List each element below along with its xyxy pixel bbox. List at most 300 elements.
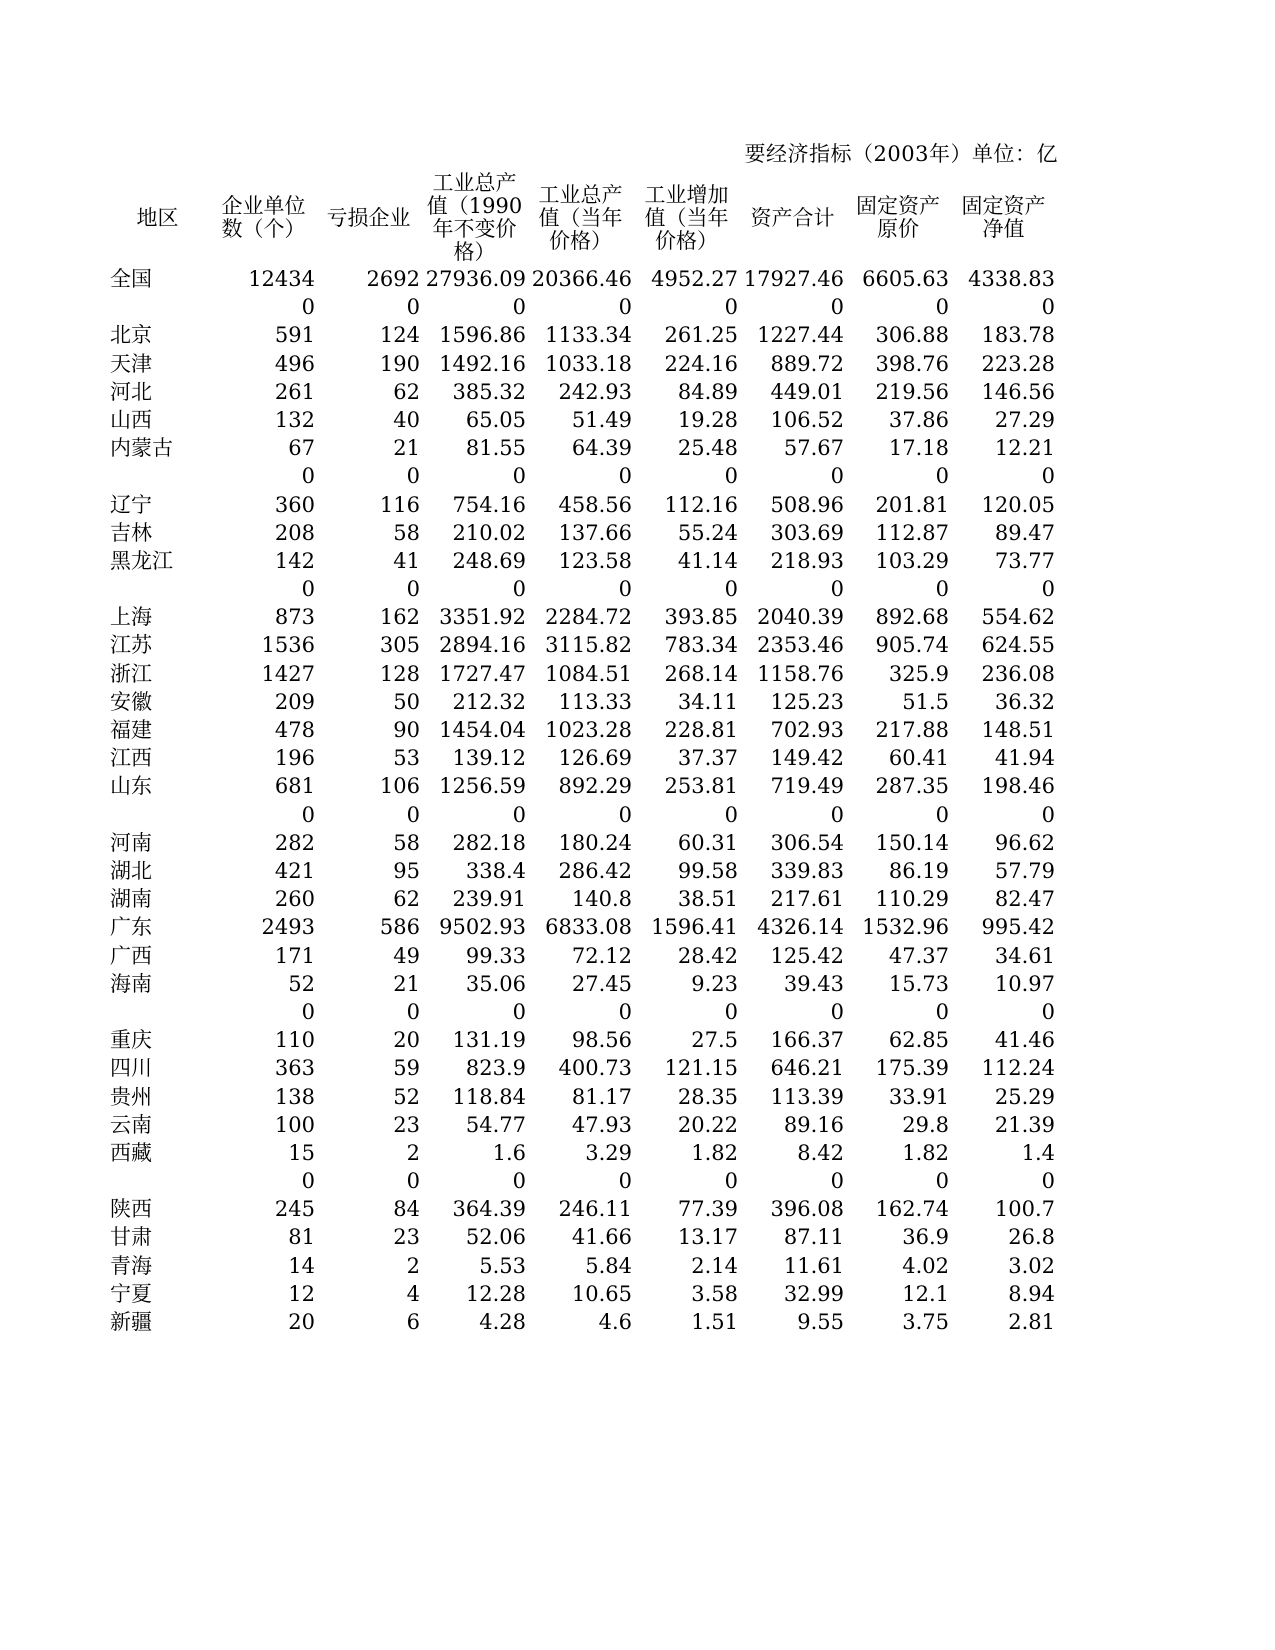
value-cell: 1033.18 bbox=[545, 351, 632, 376]
value-cell: 246.11 bbox=[558, 1197, 632, 1222]
value-cell: 21 bbox=[393, 971, 420, 996]
region-cell: 天津 bbox=[110, 351, 152, 376]
value-cell: 6605.63 bbox=[862, 267, 949, 291]
column-header bbox=[633, 170, 740, 266]
value-cell: 1023.28 bbox=[545, 718, 632, 743]
value-cell: 0 bbox=[724, 464, 738, 489]
value-cell: 12.1 bbox=[902, 1281, 949, 1306]
column-header-line: 地区 bbox=[136, 205, 179, 230]
value-cell: 2353.46 bbox=[757, 633, 844, 658]
value-cell: 823.9 bbox=[465, 1056, 526, 1081]
value-cell: 2692 bbox=[366, 267, 420, 291]
value-cell: 5.84 bbox=[585, 1253, 632, 1278]
value-cell: 0 bbox=[830, 1169, 844, 1194]
value-cell: 1596.86 bbox=[439, 323, 526, 348]
value-cell: 0 bbox=[512, 802, 526, 827]
column-header-line: 工业增加 bbox=[644, 182, 729, 207]
region-cell: 吉林 bbox=[110, 520, 152, 545]
value-cell: 106 bbox=[379, 774, 420, 799]
value-cell: 4.02 bbox=[902, 1253, 949, 1278]
value-cell: 242.93 bbox=[558, 379, 632, 404]
value-cell: 21.39 bbox=[994, 1112, 1055, 1137]
table-title: 要经济指标（2003年）单位：亿 bbox=[744, 142, 1058, 166]
column-header-line: 资产合计 bbox=[750, 205, 835, 230]
value-cell: 12.21 bbox=[994, 436, 1055, 461]
value-cell: 131.19 bbox=[452, 1028, 526, 1053]
value-cell: 385.32 bbox=[452, 379, 526, 404]
value-cell: 0 bbox=[618, 577, 632, 602]
value-cell: 33.91 bbox=[888, 1084, 949, 1109]
value-cell: 27.45 bbox=[571, 971, 632, 996]
value-cell: 146.56 bbox=[981, 379, 1055, 404]
value-cell: 458.56 bbox=[558, 492, 632, 517]
value-cell: 1.6 bbox=[492, 1140, 526, 1165]
value-cell: 113.33 bbox=[558, 689, 632, 714]
value-cell: 1532.96 bbox=[862, 915, 949, 940]
value-cell: 325.9 bbox=[888, 661, 949, 686]
region-cell: 江苏 bbox=[110, 633, 152, 658]
value-cell: 1536 bbox=[261, 633, 315, 658]
value-cell: 0 bbox=[301, 464, 315, 489]
value-cell: 0 bbox=[935, 295, 949, 320]
table-row bbox=[105, 1195, 1055, 1223]
value-cell: 0 bbox=[301, 999, 315, 1024]
table-row bbox=[105, 603, 1055, 631]
value-cell: 5.53 bbox=[479, 1253, 526, 1278]
value-cell: 449.01 bbox=[770, 379, 844, 404]
table-row-blank bbox=[105, 293, 1055, 321]
value-cell: 586 bbox=[379, 915, 420, 940]
value-cell: 81.17 bbox=[571, 1084, 632, 1109]
table-row bbox=[105, 547, 1055, 575]
value-cell: 15 bbox=[288, 1140, 315, 1165]
table-row bbox=[105, 1026, 1055, 1054]
value-cell: 183.78 bbox=[981, 323, 1055, 348]
region-cell: 河北 bbox=[110, 379, 152, 404]
value-cell: 20 bbox=[393, 1028, 420, 1053]
value-cell: 64.39 bbox=[571, 436, 632, 461]
value-cell: 0 bbox=[935, 464, 949, 489]
table-row-blank bbox=[105, 801, 1055, 829]
region-cell: 山东 bbox=[110, 774, 152, 799]
value-cell: 51.5 bbox=[902, 689, 949, 714]
value-cell: 0 bbox=[618, 1169, 632, 1194]
table-row-blank bbox=[105, 998, 1055, 1026]
value-cell: 0 bbox=[724, 577, 738, 602]
value-cell: 81 bbox=[288, 1225, 315, 1250]
value-cell: 99.58 bbox=[677, 858, 738, 883]
value-cell: 0 bbox=[406, 802, 420, 827]
value-cell: 11.61 bbox=[783, 1253, 844, 1278]
table-row bbox=[105, 1308, 1055, 1336]
value-cell: 624.55 bbox=[981, 633, 1055, 658]
value-cell: 0 bbox=[724, 802, 738, 827]
value-cell: 132 bbox=[274, 407, 315, 432]
value-cell: 0 bbox=[830, 464, 844, 489]
table-row bbox=[105, 321, 1055, 349]
table-row bbox=[105, 265, 1055, 293]
value-cell: 496 bbox=[274, 351, 315, 376]
value-cell: 100.7 bbox=[994, 1197, 1055, 1222]
value-cell: 137.66 bbox=[558, 520, 632, 545]
value-cell: 10.65 bbox=[571, 1281, 632, 1306]
value-cell: 0 bbox=[1041, 1169, 1055, 1194]
column-header-line: 值（当年 bbox=[538, 205, 623, 230]
region-cell: 湖南 bbox=[110, 887, 152, 912]
value-cell: 125.42 bbox=[770, 943, 844, 968]
column-header-line: 净值 bbox=[982, 217, 1025, 241]
value-cell: 26.8 bbox=[1008, 1225, 1055, 1250]
value-cell: 239.91 bbox=[452, 887, 526, 912]
value-cell: 106.52 bbox=[770, 407, 844, 432]
table-row bbox=[105, 1280, 1055, 1308]
column-header bbox=[527, 170, 634, 266]
value-cell: 148.51 bbox=[981, 718, 1055, 743]
value-cell: 40 bbox=[393, 407, 420, 432]
value-cell: 72.12 bbox=[571, 943, 632, 968]
region-cell: 广西 bbox=[110, 943, 152, 968]
value-cell: 2894.16 bbox=[439, 633, 526, 658]
table-row bbox=[105, 660, 1055, 688]
column-header-line: 企业单位 bbox=[221, 194, 306, 218]
value-cell: 646.21 bbox=[770, 1056, 844, 1081]
region-cell: 内蒙古 bbox=[110, 436, 173, 461]
value-cell: 123.58 bbox=[558, 548, 632, 573]
value-cell: 73.77 bbox=[994, 548, 1055, 573]
value-cell: 0 bbox=[830, 295, 844, 320]
value-cell: 400.73 bbox=[558, 1056, 632, 1081]
value-cell: 0 bbox=[406, 464, 420, 489]
value-cell: 12 bbox=[288, 1281, 315, 1306]
value-cell: 142 bbox=[274, 548, 315, 573]
value-cell: 149.42 bbox=[770, 746, 844, 771]
column-header-line: 值（当年 bbox=[644, 205, 729, 230]
value-cell: 27936.09 bbox=[425, 267, 526, 291]
region-cell: 河南 bbox=[110, 830, 152, 855]
region-cell: 黑龙江 bbox=[110, 548, 173, 573]
value-cell: 3115.82 bbox=[545, 633, 632, 658]
value-cell: 4952.27 bbox=[651, 267, 738, 291]
value-cell: 90 bbox=[393, 718, 420, 743]
value-cell: 23 bbox=[393, 1112, 420, 1137]
value-cell: 52 bbox=[393, 1084, 420, 1109]
value-cell: 282.18 bbox=[452, 830, 526, 855]
value-cell: 219.56 bbox=[875, 379, 949, 404]
value-cell: 1227.44 bbox=[757, 323, 844, 348]
value-cell: 124 bbox=[379, 323, 420, 348]
value-cell: 82.47 bbox=[994, 887, 1055, 912]
value-cell: 58 bbox=[393, 830, 420, 855]
table-row bbox=[105, 744, 1055, 772]
region-cell: 上海 bbox=[110, 605, 152, 630]
value-cell: 23 bbox=[393, 1225, 420, 1250]
value-cell: 1084.51 bbox=[545, 661, 632, 686]
value-cell: 421 bbox=[274, 858, 315, 883]
value-cell: 112.24 bbox=[981, 1056, 1055, 1081]
value-cell: 49 bbox=[393, 943, 420, 968]
value-cell: 9502.93 bbox=[439, 915, 526, 940]
value-cell: 12.28 bbox=[465, 1281, 526, 1306]
value-cell: 208 bbox=[274, 520, 315, 545]
value-cell: 282 bbox=[274, 830, 315, 855]
value-cell: 0 bbox=[618, 999, 632, 1024]
value-cell: 306.54 bbox=[770, 830, 844, 855]
table-row bbox=[105, 857, 1055, 885]
value-cell: 6 bbox=[406, 1310, 420, 1335]
value-cell: 3.75 bbox=[902, 1310, 949, 1335]
table-row bbox=[105, 1223, 1055, 1251]
value-cell: 89.47 bbox=[994, 520, 1055, 545]
value-cell: 166.37 bbox=[770, 1028, 844, 1053]
value-cell: 52 bbox=[288, 971, 315, 996]
value-cell: 360 bbox=[274, 492, 315, 517]
value-cell: 12434 bbox=[248, 267, 315, 291]
value-cell: 396.08 bbox=[770, 1197, 844, 1222]
value-cell: 0 bbox=[830, 999, 844, 1024]
value-cell: 245 bbox=[274, 1197, 315, 1222]
value-cell: 754.16 bbox=[452, 492, 526, 517]
value-cell: 338.4 bbox=[465, 858, 526, 883]
value-cell: 889.72 bbox=[770, 351, 844, 376]
column-header-line: 年不变价 bbox=[432, 217, 517, 241]
value-cell: 2.14 bbox=[691, 1253, 738, 1278]
value-cell: 393.85 bbox=[664, 605, 738, 630]
value-cell: 2284.72 bbox=[545, 605, 632, 630]
value-cell: 0 bbox=[406, 295, 420, 320]
value-cell: 180.24 bbox=[558, 830, 632, 855]
value-cell: 62.85 bbox=[888, 1028, 949, 1053]
value-cell: 84 bbox=[393, 1197, 420, 1222]
column-header bbox=[739, 170, 846, 266]
value-cell: 139.12 bbox=[452, 746, 526, 771]
value-cell: 4.28 bbox=[479, 1310, 526, 1335]
value-cell: 41.66 bbox=[571, 1225, 632, 1250]
value-cell: 20 bbox=[288, 1310, 315, 1335]
value-cell: 2 bbox=[406, 1140, 420, 1165]
value-cell: 217.61 bbox=[770, 887, 844, 912]
value-cell: 175.39 bbox=[875, 1056, 949, 1081]
value-cell: 15.73 bbox=[888, 971, 949, 996]
value-cell: 110.29 bbox=[875, 887, 949, 912]
region-cell: 江西 bbox=[110, 746, 152, 771]
value-cell: 0 bbox=[301, 295, 315, 320]
value-cell: 53 bbox=[393, 746, 420, 771]
value-cell: 52.06 bbox=[465, 1225, 526, 1250]
value-cell: 591 bbox=[274, 323, 315, 348]
value-cell: 77.39 bbox=[677, 1197, 738, 1222]
value-cell: 27.5 bbox=[691, 1028, 738, 1053]
value-cell: 39.43 bbox=[783, 971, 844, 996]
column-header bbox=[845, 170, 951, 266]
value-cell: 681 bbox=[274, 774, 315, 799]
value-cell: 719.49 bbox=[770, 774, 844, 799]
table-row bbox=[105, 631, 1055, 659]
value-cell: 162 bbox=[379, 605, 420, 630]
table-row bbox=[105, 350, 1055, 378]
table-row bbox=[105, 772, 1055, 800]
value-cell: 0 bbox=[724, 1169, 738, 1194]
table-row bbox=[105, 519, 1055, 547]
table-row bbox=[105, 942, 1055, 970]
value-cell: 305 bbox=[379, 633, 420, 658]
table-row bbox=[105, 913, 1055, 941]
value-cell: 0 bbox=[618, 802, 632, 827]
table-row bbox=[105, 1054, 1055, 1082]
table-row-blank bbox=[105, 462, 1055, 490]
value-cell: 3.29 bbox=[585, 1140, 632, 1165]
region-cell: 山西 bbox=[110, 407, 152, 432]
region-cell: 西藏 bbox=[110, 1140, 152, 1165]
value-cell: 2.81 bbox=[1008, 1310, 1055, 1335]
value-cell: 339.83 bbox=[770, 858, 844, 883]
column-header-line: 固定资产 bbox=[961, 194, 1046, 218]
value-cell: 2 bbox=[406, 1253, 420, 1278]
value-cell: 0 bbox=[830, 577, 844, 602]
value-cell: 125.23 bbox=[770, 689, 844, 714]
value-cell: 62 bbox=[393, 379, 420, 404]
value-cell: 17927.46 bbox=[743, 267, 844, 291]
value-cell: 2493 bbox=[261, 915, 315, 940]
value-cell: 57.79 bbox=[994, 858, 1055, 883]
value-cell: 892.68 bbox=[875, 605, 949, 630]
value-cell: 0 bbox=[1041, 464, 1055, 489]
value-cell: 0 bbox=[406, 1169, 420, 1194]
value-cell: 28.35 bbox=[677, 1084, 738, 1109]
value-cell: 1.51 bbox=[691, 1310, 738, 1335]
region-cell: 辽宁 bbox=[110, 492, 152, 517]
column-header-line: 数（个） bbox=[221, 217, 306, 241]
value-cell: 1727.47 bbox=[439, 661, 526, 686]
value-cell: 1427 bbox=[261, 661, 315, 686]
value-cell: 306.88 bbox=[875, 323, 949, 348]
column-header bbox=[105, 170, 210, 266]
value-cell: 38.51 bbox=[677, 887, 738, 912]
value-cell: 196 bbox=[274, 746, 315, 771]
value-cell: 86.19 bbox=[888, 858, 949, 883]
value-cell: 50 bbox=[393, 689, 420, 714]
value-cell: 150.14 bbox=[875, 830, 949, 855]
value-cell: 363 bbox=[274, 1056, 315, 1081]
value-cell: 248.69 bbox=[452, 548, 526, 573]
region-cell: 广东 bbox=[110, 915, 152, 940]
value-cell: 0 bbox=[512, 999, 526, 1024]
value-cell: 10.97 bbox=[994, 971, 1055, 996]
value-cell: 6833.08 bbox=[545, 915, 632, 940]
value-cell: 19.28 bbox=[677, 407, 738, 432]
table-row-blank bbox=[105, 575, 1055, 603]
value-cell: 162.74 bbox=[875, 1197, 949, 1222]
table-row bbox=[105, 1083, 1055, 1111]
value-cell: 0 bbox=[406, 577, 420, 602]
value-cell: 478 bbox=[274, 718, 315, 743]
value-cell: 286.42 bbox=[558, 858, 632, 883]
value-cell: 4 bbox=[406, 1281, 420, 1306]
value-cell: 218.93 bbox=[770, 548, 844, 573]
value-cell: 0 bbox=[301, 1169, 315, 1194]
value-cell: 95 bbox=[393, 858, 420, 883]
value-cell: 8.42 bbox=[797, 1140, 844, 1165]
value-cell: 0 bbox=[935, 999, 949, 1024]
value-cell: 0 bbox=[1041, 999, 1055, 1024]
value-cell: 892.29 bbox=[558, 774, 632, 799]
value-cell: 1256.59 bbox=[439, 774, 526, 799]
table-row bbox=[105, 1139, 1055, 1167]
value-cell: 112.87 bbox=[875, 520, 949, 545]
value-cell: 112.16 bbox=[664, 492, 738, 517]
table-row-blank bbox=[105, 1167, 1055, 1195]
column-header-line: 价格） bbox=[549, 228, 612, 253]
value-cell: 21 bbox=[393, 436, 420, 461]
value-cell: 261 bbox=[274, 379, 315, 404]
column-header bbox=[315, 170, 422, 266]
column-header bbox=[210, 170, 317, 266]
value-cell: 37.37 bbox=[677, 746, 738, 771]
value-cell: 1454.04 bbox=[439, 718, 526, 743]
value-cell: 0 bbox=[830, 802, 844, 827]
region-cell: 甘肃 bbox=[110, 1225, 152, 1250]
value-cell: 36.9 bbox=[902, 1225, 949, 1250]
table-row bbox=[105, 406, 1055, 434]
region-cell: 全国 bbox=[110, 267, 152, 291]
value-cell: 20366.46 bbox=[531, 267, 632, 291]
value-cell: 41.46 bbox=[994, 1028, 1055, 1053]
value-cell: 32.99 bbox=[783, 1281, 844, 1306]
value-cell: 1492.16 bbox=[439, 351, 526, 376]
value-cell: 303.69 bbox=[770, 520, 844, 545]
column-header-line: 固定资产 bbox=[856, 194, 940, 218]
value-cell: 554.62 bbox=[981, 605, 1055, 630]
value-cell: 0 bbox=[301, 577, 315, 602]
value-cell: 37.86 bbox=[888, 407, 949, 432]
value-cell: 4326.14 bbox=[757, 915, 844, 940]
value-cell: 0 bbox=[1041, 295, 1055, 320]
value-cell: 253.81 bbox=[664, 774, 738, 799]
value-cell: 261.25 bbox=[664, 323, 738, 348]
value-cell: 236.08 bbox=[981, 661, 1055, 686]
value-cell: 3351.92 bbox=[439, 605, 526, 630]
value-cell: 217.88 bbox=[875, 718, 949, 743]
value-cell: 35.06 bbox=[465, 971, 526, 996]
value-cell: 2040.39 bbox=[757, 605, 844, 630]
value-cell: 702.93 bbox=[770, 718, 844, 743]
value-cell: 0 bbox=[618, 295, 632, 320]
value-cell: 13.17 bbox=[677, 1225, 738, 1250]
region-cell: 浙江 bbox=[110, 661, 152, 686]
column-header-line: 工业总产 bbox=[432, 171, 517, 195]
value-cell: 0 bbox=[724, 999, 738, 1024]
value-cell: 47.37 bbox=[888, 943, 949, 968]
value-cell: 60.41 bbox=[888, 746, 949, 771]
value-cell: 81.55 bbox=[465, 436, 526, 461]
region-cell: 宁夏 bbox=[110, 1281, 152, 1306]
value-cell: 41.94 bbox=[994, 746, 1055, 771]
value-cell: 89.16 bbox=[783, 1112, 844, 1137]
value-cell: 268.14 bbox=[664, 661, 738, 686]
table-row bbox=[105, 885, 1055, 913]
value-cell: 51.49 bbox=[571, 407, 632, 432]
column-header bbox=[950, 170, 1057, 266]
value-cell: 120.05 bbox=[981, 492, 1055, 517]
value-cell: 1.4 bbox=[1021, 1140, 1055, 1165]
value-cell: 287.35 bbox=[875, 774, 949, 799]
region-cell: 安徽 bbox=[110, 689, 152, 714]
value-cell: 121.15 bbox=[664, 1056, 738, 1081]
value-cell: 47.93 bbox=[571, 1112, 632, 1137]
value-cell: 783.34 bbox=[664, 633, 738, 658]
value-cell: 27.29 bbox=[994, 407, 1055, 432]
value-cell: 41.14 bbox=[677, 548, 738, 573]
region-cell: 云南 bbox=[110, 1112, 152, 1137]
